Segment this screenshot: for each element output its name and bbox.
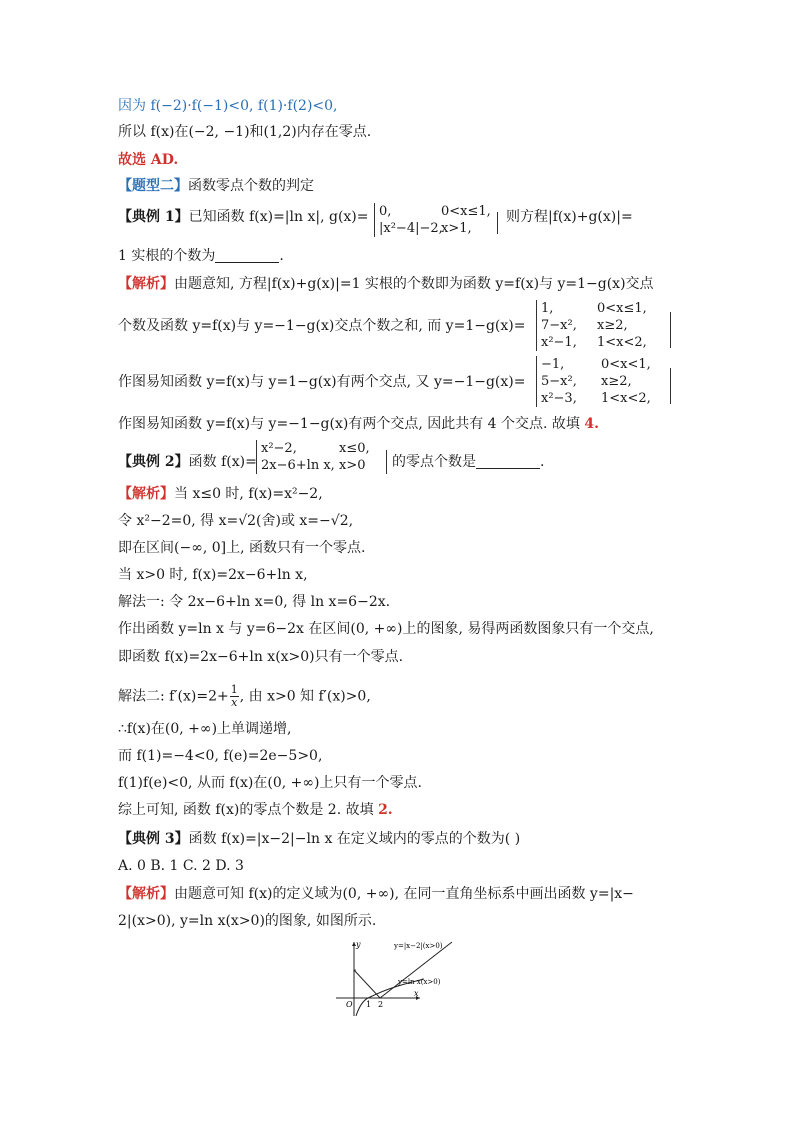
curve-ln-label: y=ln x(x>0) bbox=[398, 978, 441, 986]
solution-2-line: 即函数 f(x)=2x−6+ln x(x>0)只有一个零点. bbox=[118, 649, 404, 665]
piecewise-one-minus-g: 1, 0<x≤1, 7−x², x≥2, x²−1, 1<x<2, bbox=[536, 300, 671, 351]
x-axis-label: x bbox=[414, 989, 419, 998]
example-1-line: 则方程|f(x)+g(x)|= bbox=[506, 209, 633, 225]
example-3-options: A. 0 B. 1 C. 2 D. 3 bbox=[118, 858, 244, 874]
solution-1-line: 个数及函数 y=f(x)与 y=−1−g(x)交点个数之和, 而 y=1−g(x)= bbox=[118, 318, 526, 334]
section-heading: 【题型二】函数零点个数的判定 bbox=[118, 178, 314, 194]
example-1-line: 1 实根的个数为 . bbox=[118, 248, 284, 264]
bracket bbox=[497, 212, 498, 234]
solution-1-line: 作图易知函数 y=f(x)与 y=−1−g(x)有两个交点, 因此共有 4 个交点. 故填 4. bbox=[118, 416, 600, 432]
answer-blank bbox=[476, 454, 540, 469]
piecewise-f: x²−2, x≤0, 2x−6+ln x, x>0 bbox=[256, 440, 385, 474]
curve-abs bbox=[354, 942, 452, 998]
bracket bbox=[670, 368, 671, 404]
solution-2-line: 作出函数 y=ln x 与 y=6−2x 在区间(0, +∞)上的图象, 易得两函数图象只有一个交点, bbox=[118, 621, 654, 637]
example-1-line: 【典例 1】已知函数 f(x)=|ln x|, g(x)= bbox=[118, 209, 369, 225]
example-3-line: 【典例 3】函数 f(x)=|x−2|−ln x 在定义域内的零点的个数为( ) bbox=[118, 831, 521, 847]
text-line: 因为 f(−2)·f(−1)<0, f(1)·f(2)<0, bbox=[118, 98, 338, 114]
example-2-line: 【典例 2】函数 f(x)= bbox=[118, 454, 257, 470]
answer-blank bbox=[215, 248, 279, 263]
origin-label: O bbox=[346, 1000, 353, 1009]
solution-1-line: 作图易知函数 y=f(x)与 y=1−g(x)有两个交点, 又 y=−1−g(x)= bbox=[118, 374, 526, 390]
solution-2-line: 当 x>0 时, f(x)=2x−6+ln x, bbox=[118, 567, 308, 583]
y-axis-label: y bbox=[356, 940, 361, 949]
piecewise-g: 0, 0<x≤1, |x²−4|−2, x>1, bbox=[374, 203, 501, 237]
solution-3-line: 【解析】由题意可知 f(x)的定义域为(0, +∞), 在同一直角坐标系中画出函数 y=|x− bbox=[118, 886, 634, 902]
function-graph-figure bbox=[332, 938, 472, 1018]
bracket bbox=[670, 312, 671, 348]
solution-2-line: 【解析】当 x≤0 时, f(x)=x²−2, bbox=[118, 486, 323, 502]
solution-2-line: 解法一: 令 2x−6+ln x=0, 得 ln x=6−2x. bbox=[118, 594, 391, 610]
solution-2-line: 解法二: f′(x)=2+ $\frac{1}{x}$ , 由 x>0 知 f′(x)>0, bbox=[118, 683, 371, 709]
solution-2-line: 综上可知, 函数 f(x)的零点个数是 2. 故填 2. bbox=[118, 802, 393, 818]
answer-line: 故选 AD. bbox=[118, 152, 179, 168]
text-line: 所以 f(x)在(−2, −1)和(1,2)内存在零点. bbox=[118, 124, 372, 140]
solution-3-line: 2|(x>0), y=ln x(x>0)的图象, 如图所示. bbox=[118, 913, 377, 929]
tick-label: 2 bbox=[378, 1000, 384, 1009]
curve-abs-label: y=|x−2|(x>0) bbox=[394, 942, 443, 950]
tick-label: 1 bbox=[366, 1000, 372, 1009]
piecewise-minus-one-minus-g: −1, 0<x<1, 5−x², x≥2, x²−3, 1<x<2, bbox=[536, 356, 671, 407]
solution-2-line: ∴f(x)在(0, +∞)上单调递增, bbox=[118, 721, 292, 737]
example-2-line: 的零点个数是 . bbox=[392, 454, 545, 470]
solution-1-line: 【解析】由题意知, 方程|f(x)+g(x)|=1 实根的个数即为函数 y=f(x)与 y=1−g(x)交点 bbox=[118, 276, 654, 292]
bracket bbox=[386, 450, 387, 474]
solution-2-line: 令 x²−2=0, 得 x=√2(舍)或 x=−√2, bbox=[118, 513, 354, 529]
solution-2-line: f(1)f(e)<0, 从而 f(x)在(0, +∞)上只有一个零点. bbox=[118, 775, 422, 791]
solution-2-line: 即在区间(−∞, 0]上, 函数只有一个零点. bbox=[118, 540, 366, 556]
solution-2-line: 而 f(1)=−4<0, f(e)=2e−5>0, bbox=[118, 748, 323, 764]
